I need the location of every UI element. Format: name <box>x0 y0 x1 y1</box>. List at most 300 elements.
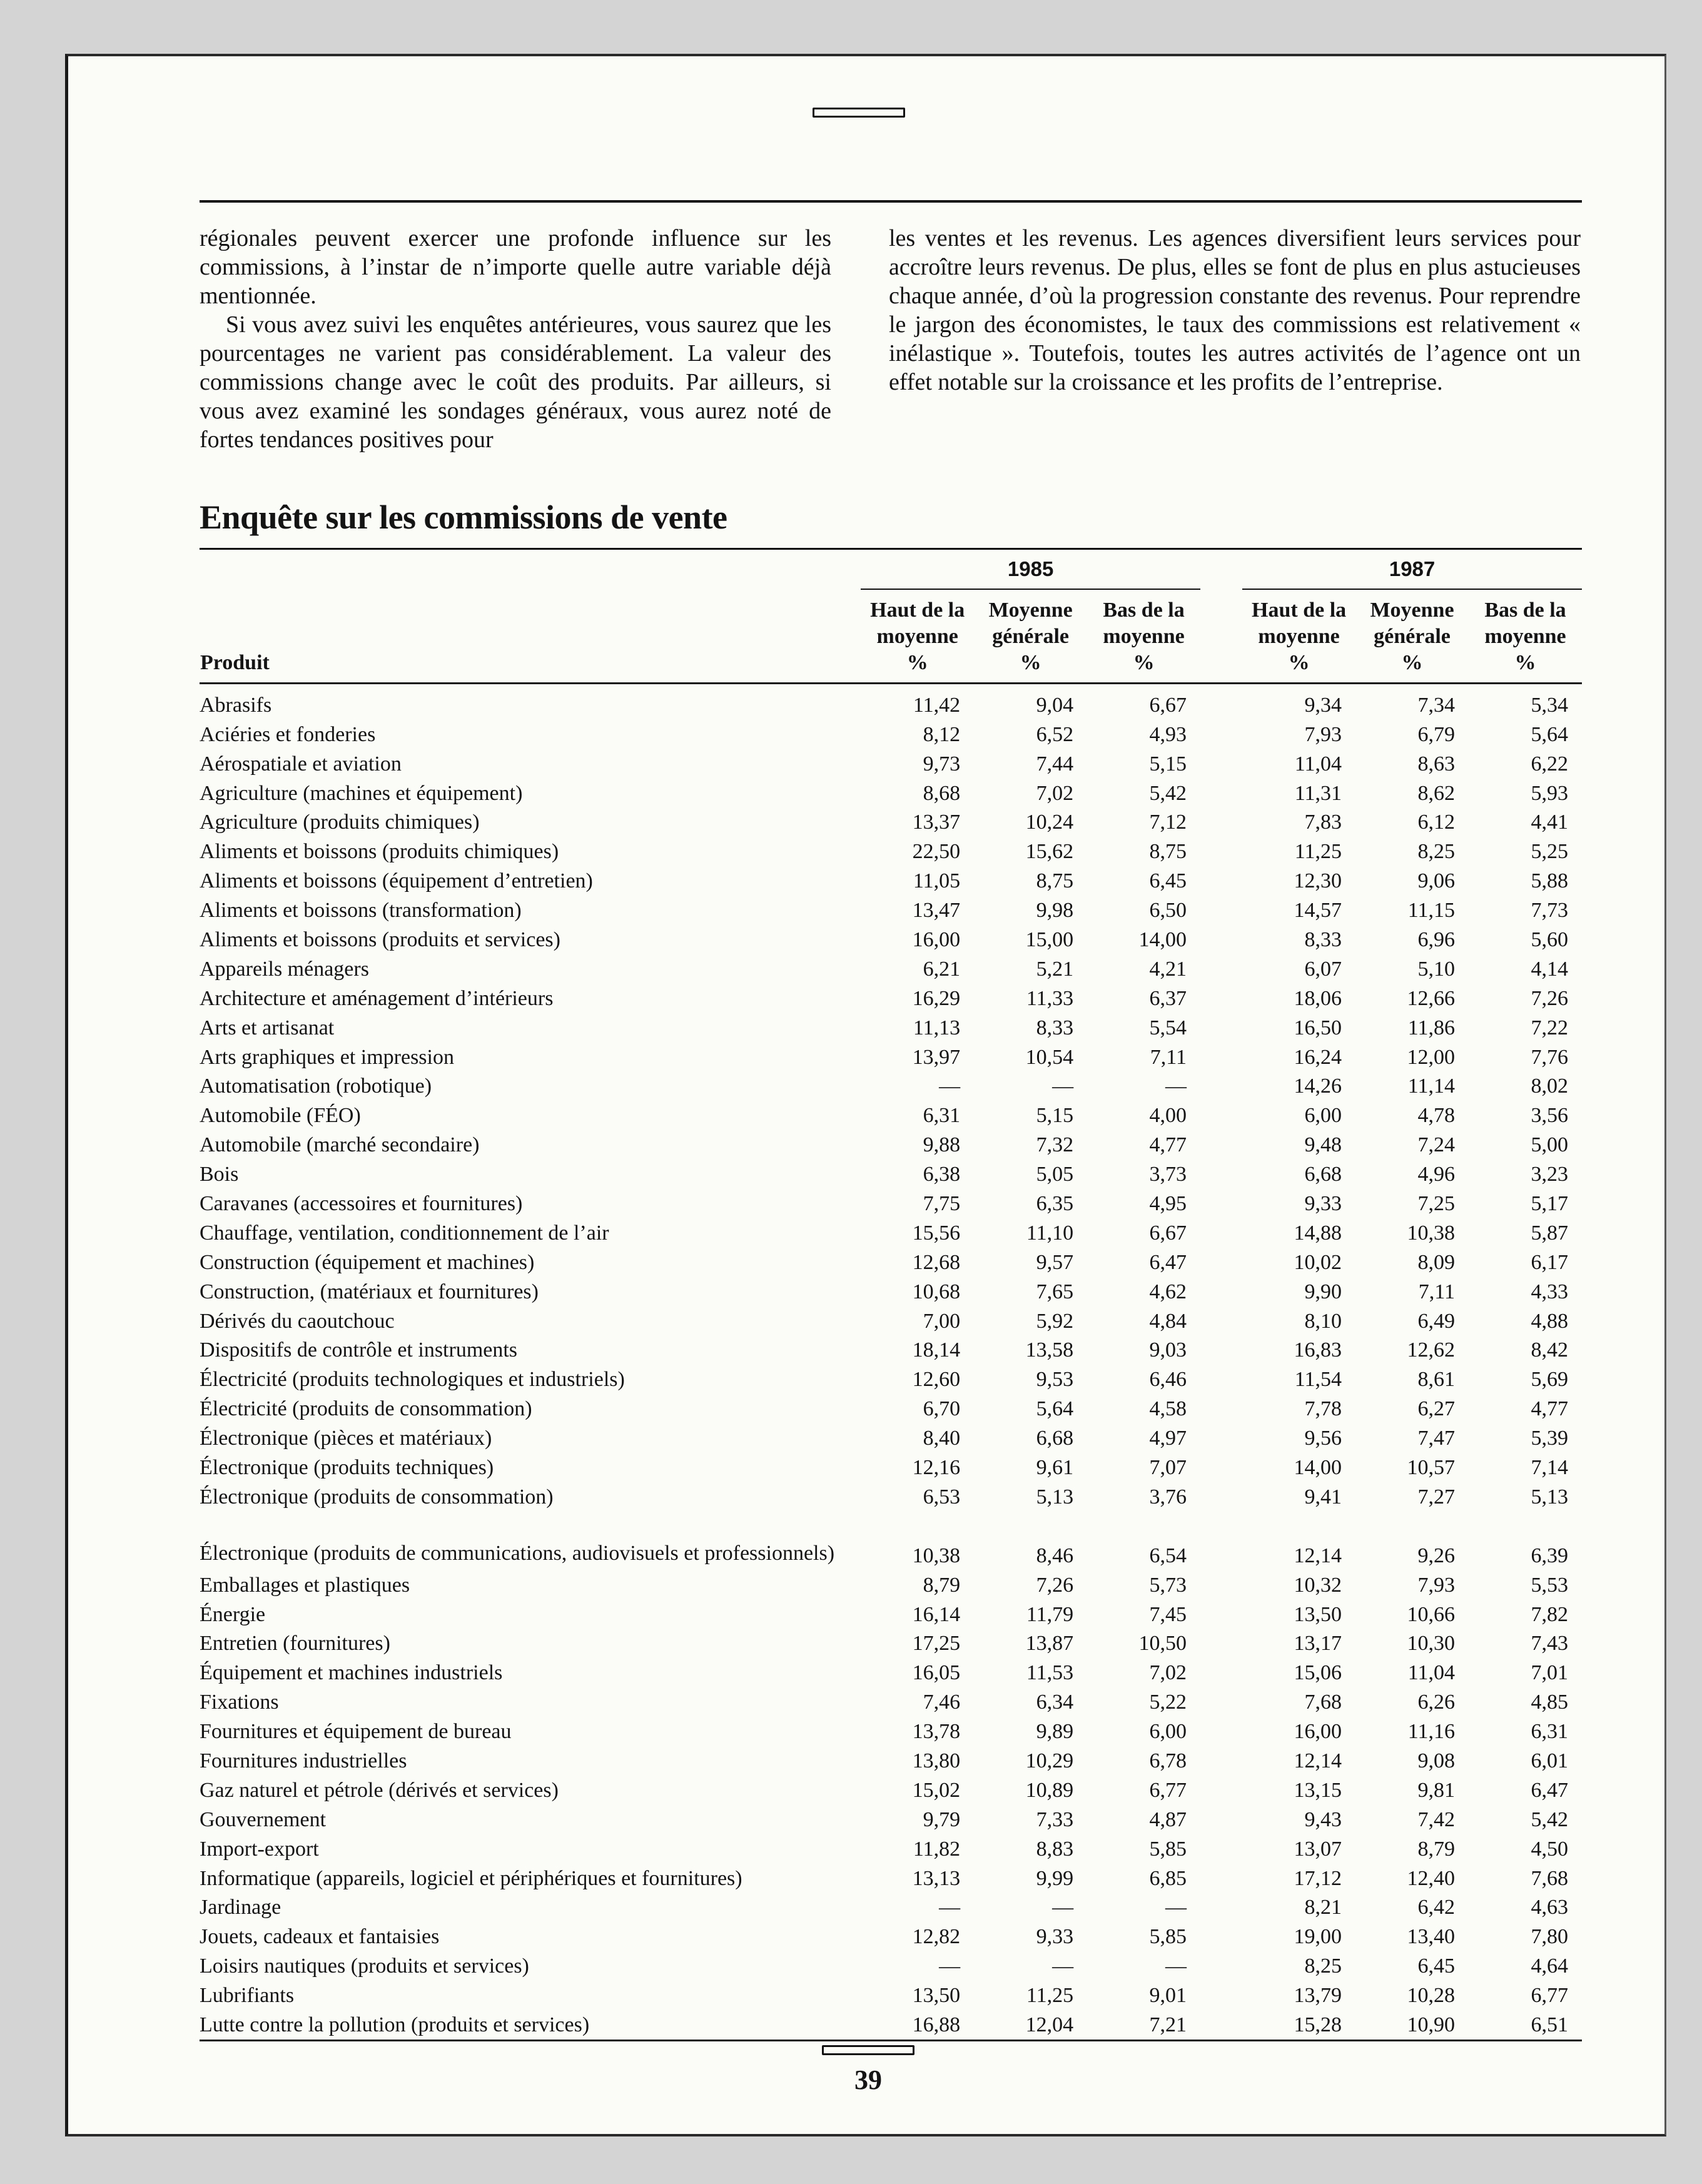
value-cell: 4,84 <box>1149 1309 1187 1333</box>
value-cell: 6,47 <box>1531 1778 1568 1802</box>
value-cell: 10,89 <box>1025 1778 1074 1802</box>
column-header-line: % <box>1020 651 1041 674</box>
value-cell: 4,64 <box>1531 1954 1568 1978</box>
value-cell: 12,62 <box>1407 1338 1455 1362</box>
value-cell: 4,41 <box>1531 811 1568 834</box>
value-cell: 9,48 <box>1304 1133 1342 1157</box>
value-cell: 5,60 <box>1531 928 1568 952</box>
table-row <box>200 1186 1582 1216</box>
value-cell: 4,87 <box>1149 1807 1187 1831</box>
column-header-line: moyenne <box>1103 625 1185 648</box>
value-cell: 5,93 <box>1531 781 1568 805</box>
value-cell: 6,67 <box>1149 693 1187 717</box>
document-page <box>65 54 1666 2136</box>
value-cell: 14,57 <box>1294 899 1342 923</box>
value-cell: 12,40 <box>1407 1866 1455 1890</box>
value-cell: 8,40 <box>923 1427 961 1450</box>
value-cell: 9,33 <box>1304 1192 1342 1216</box>
table-row <box>200 1245 1582 1275</box>
value-cell: 16,24 <box>1294 1045 1342 1069</box>
value-cell: 13,47 <box>912 899 961 923</box>
value-cell: 6,35 <box>1036 1192 1074 1216</box>
product-name: Jardinage <box>200 1896 281 1919</box>
value-cell: 7,93 <box>1304 722 1342 746</box>
value-cell: 17,12 <box>1294 1866 1342 1890</box>
value-cell: 8,75 <box>1036 869 1074 893</box>
value-cell: 7,75 <box>923 1192 961 1216</box>
product-column-header: Produit <box>200 589 861 684</box>
value-cell: — <box>1165 1954 1187 1978</box>
value-cell: 11,10 <box>1026 1221 1074 1245</box>
table-row <box>200 952 1582 981</box>
product-name: Automobile (FÉO) <box>200 1104 361 1128</box>
product-name: Agriculture (machines et équipement) <box>200 781 523 805</box>
value-cell: 9,41 <box>1304 1485 1342 1509</box>
value-cell: 4,95 <box>1149 1192 1187 1216</box>
value-cell: 10,02 <box>1294 1250 1342 1274</box>
value-cell: 7,80 <box>1531 1925 1568 1949</box>
value-cell: 6,38 <box>923 1163 961 1186</box>
value-cell: 7,93 <box>1417 1573 1455 1597</box>
value-cell: 9,43 <box>1304 1807 1342 1831</box>
product-name: Caravanes (accessoires et fournitures) <box>200 1192 523 1216</box>
value-cell: 6,46 <box>1149 1368 1187 1392</box>
value-cell: 15,06 <box>1294 1661 1342 1685</box>
value-cell: 8,79 <box>923 1573 961 1597</box>
value-cell: 13,13 <box>912 1866 961 1890</box>
table-row <box>200 1656 1582 1685</box>
value-cell: 6,00 <box>1149 1720 1187 1744</box>
value-cell: 6,26 <box>1417 1691 1455 1714</box>
column-header-3 <box>1242 589 1355 684</box>
value-cell: 5,73 <box>1149 1573 1187 1597</box>
product-name: Architecture et aménagement d’intérieurs <box>200 986 554 1010</box>
value-cell: 11,25 <box>1294 840 1342 864</box>
table-row <box>200 1128 1582 1157</box>
column-header-5 <box>1469 589 1582 684</box>
value-cell: 3,56 <box>1531 1104 1568 1128</box>
product-name: Agriculture (produits chimiques) <box>200 811 480 834</box>
intro-right-column <box>889 224 1581 397</box>
value-cell: 10,90 <box>1355 2008 1469 2040</box>
table-row <box>200 717 1582 747</box>
value-cell: 8,42 <box>1531 1338 1568 1362</box>
value-cell: 6,68 <box>1304 1163 1342 1186</box>
value-cell: 3,76 <box>1149 1485 1187 1509</box>
value-cell: 5,15 <box>1149 752 1187 776</box>
value-cell: 5,69 <box>1531 1368 1568 1392</box>
product-name: Lutte contre la pollution (produits et services) <box>200 2008 861 2040</box>
product-name: Gouvernement <box>200 1807 327 1831</box>
value-cell: 16,00 <box>912 928 961 952</box>
product-name: Aliments et boissons (produits chimiques) <box>200 840 559 864</box>
value-cell: 10,66 <box>1407 1602 1455 1626</box>
value-cell: 9,61 <box>1036 1456 1074 1480</box>
table-row <box>200 1392 1582 1421</box>
value-cell: 6,78 <box>1149 1749 1187 1772</box>
value-cell: 15,56 <box>912 1221 961 1245</box>
value-cell: — <box>939 1074 961 1098</box>
value-cell: 7,11 <box>1150 1045 1187 1069</box>
value-cell: 13,40 <box>1407 1925 1455 1949</box>
table-row <box>200 806 1582 835</box>
value-cell: 9,90 <box>1304 1280 1342 1303</box>
top-page-marker <box>813 108 905 118</box>
table-row <box>200 1744 1582 1773</box>
table-row <box>200 1040 1582 1069</box>
value-cell: 13,37 <box>912 811 961 834</box>
value-cell: 8,12 <box>923 722 961 746</box>
value-cell: 7,83 <box>1304 811 1342 834</box>
value-cell: 6,47 <box>1149 1250 1187 1274</box>
value-cell: 11,25 <box>1026 1984 1074 2008</box>
value-cell: 9,34 <box>1304 693 1342 717</box>
product-name: Arts et artisanat <box>200 1016 335 1039</box>
value-cell: 12,16 <box>912 1456 961 1480</box>
column-header-line: moyenne <box>1484 625 1566 648</box>
value-cell: — <box>1165 1074 1187 1098</box>
value-cell: 8,62 <box>1417 781 1455 805</box>
value-cell: 12,04 <box>974 2008 1087 2040</box>
bottom-page-marker <box>822 2045 914 2055</box>
product-name: Lubrifiants <box>200 1984 295 2008</box>
product-name: Gaz naturel et pétrole (dérivés et services) <box>200 1778 559 1802</box>
value-cell: 12,68 <box>912 1250 961 1274</box>
value-cell: 4,00 <box>1149 1104 1187 1128</box>
table-row <box>200 1275 1582 1304</box>
value-cell: 11,86 <box>1407 1016 1455 1039</box>
value-cell: 5,92 <box>1036 1309 1074 1333</box>
product-name: Électronique (produits techniques) <box>200 1456 494 1480</box>
intro-right-paragraph-1: les ventes et les revenus. Les agences diversifient leurs services pour accroître leurs revenus. De plus, elles se font de plus en plus astucieuses chaque année, d’où la progression constante des revenus. Pour reprendre le jargon des économistes, le taux des commissions est relativement « inélastique ». Toutefois, toutes les autres activités de l’agence ont un effet notable sur la croissance et les profits de l’entreprise. <box>889 225 1581 395</box>
value-cell: 14,88 <box>1294 1221 1342 1245</box>
value-cell: 6,79 <box>1417 722 1455 746</box>
value-cell: 8,21 <box>1304 1896 1342 1919</box>
value-cell: — <box>1165 1896 1187 1919</box>
value-cell: 6,21 <box>923 957 961 981</box>
table-row <box>200 1216 1582 1245</box>
column-header-line: Bas de la <box>1103 599 1185 622</box>
value-cell: 5,39 <box>1531 1427 1568 1450</box>
product-name: Abrasifs <box>200 693 272 717</box>
value-cell: 5,15 <box>1036 1104 1074 1128</box>
value-cell: 8,75 <box>1149 840 1187 864</box>
table-row <box>200 1450 1582 1480</box>
value-cell: 15,00 <box>1025 928 1074 952</box>
value-cell: 6,77 <box>1531 1984 1568 2008</box>
value-cell: 7,11 <box>1418 1280 1455 1303</box>
product-name: Bois <box>200 1163 239 1186</box>
value-cell: 9,88 <box>923 1133 961 1157</box>
value-cell: 6,53 <box>923 1485 961 1509</box>
value-cell: 4,77 <box>1149 1133 1187 1157</box>
value-cell: 6,70 <box>923 1397 961 1421</box>
table-row <box>200 1069 1582 1099</box>
page-number: 39 <box>854 2065 882 2095</box>
product-name: Dérivés du caoutchouc <box>200 1309 395 1333</box>
column-header-line: % <box>1514 651 1536 674</box>
value-cell: 7,02 <box>1149 1661 1187 1685</box>
table-row <box>200 1861 1582 1891</box>
value-cell: 8,25 <box>1304 1954 1342 1978</box>
value-cell: 16,29 <box>912 986 961 1010</box>
value-cell: 5,87 <box>1531 1221 1568 1245</box>
value-cell: 12,14 <box>1294 1544 1342 1567</box>
value-cell: 10,29 <box>1025 1749 1074 1772</box>
value-cell: 9,53 <box>1036 1368 1074 1392</box>
column-header-4 <box>1355 589 1469 684</box>
table-row <box>200 1421 1582 1450</box>
value-cell: 9,03 <box>1149 1338 1187 1362</box>
value-cell: 13,50 <box>912 1984 961 2008</box>
table-row <box>200 1949 1582 1978</box>
product-name: Aliments et boissons (équipement d’entretien) <box>200 869 593 893</box>
value-cell: 6,07 <box>1304 957 1342 981</box>
table-row <box>200 1597 1582 1627</box>
column-header-line: % <box>1133 651 1155 674</box>
table-row <box>200 893 1582 923</box>
table-row <box>200 923 1582 952</box>
value-cell: — <box>1052 1074 1074 1098</box>
table-row <box>200 1802 1582 1832</box>
value-cell: 4,93 <box>1149 722 1187 746</box>
value-cell: 13,17 <box>1294 1632 1342 1656</box>
value-cell: 16,14 <box>912 1602 961 1626</box>
value-cell: 6,54 <box>1149 1544 1187 1567</box>
value-cell: 12,14 <box>1294 1749 1342 1772</box>
value-cell: 7,82 <box>1531 1602 1568 1626</box>
value-cell: 5,25 <box>1531 840 1568 864</box>
value-cell: 11,79 <box>1026 1602 1074 1626</box>
column-header-line: générale <box>1374 625 1451 648</box>
value-cell: 8,79 <box>1417 1837 1455 1861</box>
product-name: Énergie <box>200 1602 266 1626</box>
value-cell: 12,66 <box>1407 986 1455 1010</box>
value-cell: 11,53 <box>1026 1661 1074 1685</box>
value-cell: 6,45 <box>1149 869 1187 893</box>
value-cell: 4,97 <box>1149 1427 1187 1450</box>
table-row <box>200 1714 1582 1744</box>
value-cell: 7,24 <box>1417 1133 1455 1157</box>
value-cell: 5,85 <box>1149 1837 1187 1861</box>
value-cell: 16,05 <box>912 1661 961 1685</box>
value-cell: 5,13 <box>1531 1485 1568 1509</box>
value-cell: 9,08 <box>1417 1749 1455 1772</box>
value-cell: 11,15 <box>1407 899 1455 923</box>
value-cell: 8,61 <box>1417 1368 1455 1392</box>
value-cell: 8,46 <box>1036 1544 1074 1567</box>
value-cell: 5,10 <box>1417 957 1455 981</box>
value-cell: 4,77 <box>1531 1397 1568 1421</box>
value-cell: 11,42 <box>913 693 961 717</box>
value-cell: 12,00 <box>1407 1045 1455 1069</box>
value-cell: 15,62 <box>1025 840 1074 864</box>
product-name: Électronique (produits de communications, audiovisuels et professionnels) <box>200 1541 835 1565</box>
value-cell: 5,54 <box>1149 1016 1187 1039</box>
value-cell: 15,28 <box>1242 2008 1355 2040</box>
value-cell: 7,12 <box>1149 811 1187 834</box>
value-cell: 6,17 <box>1531 1250 1568 1274</box>
value-cell: 5,42 <box>1531 1807 1568 1831</box>
table-row <box>200 2008 1582 2040</box>
value-cell: 16,00 <box>1294 1720 1342 1744</box>
value-cell: 4,63 <box>1531 1896 1568 1919</box>
table-row <box>200 1098 1582 1128</box>
value-cell: 13,07 <box>1294 1837 1342 1861</box>
value-cell: 5,21 <box>1036 957 1074 981</box>
product-name: Électricité (produits technologiques et industriels) <box>200 1368 625 1392</box>
value-cell: 10,28 <box>1407 1984 1455 2008</box>
value-cell: — <box>1052 1896 1074 1919</box>
value-cell: — <box>939 1896 961 1919</box>
product-name: Construction, (matériaux et fournitures) <box>200 1280 539 1303</box>
year-1987-header: 1987 <box>1242 549 1582 590</box>
product-name: Aérospatiale et aviation <box>200 752 402 776</box>
value-cell: 9,81 <box>1417 1778 1455 1802</box>
value-cell: — <box>1052 1954 1074 1978</box>
value-cell: 6,51 <box>1469 2008 1582 2040</box>
table-row <box>200 1480 1582 1509</box>
value-cell: 13,15 <box>1294 1778 1342 1802</box>
value-cell: 6,50 <box>1149 899 1187 923</box>
value-cell: 16,83 <box>1294 1338 1342 1362</box>
value-cell: 13,58 <box>1025 1338 1074 1362</box>
value-cell: 6,00 <box>1304 1104 1342 1128</box>
table-row <box>200 1773 1582 1802</box>
value-cell: 9,06 <box>1417 869 1455 893</box>
value-cell: 11,33 <box>1026 986 1074 1010</box>
value-cell: 11,14 <box>1407 1074 1455 1098</box>
table-body <box>200 684 1582 2041</box>
product-name: Chauffage, ventilation, conditionnement de l’air <box>200 1221 609 1245</box>
value-cell: 16,88 <box>861 2008 974 2040</box>
intro-left-paragraph-2: Si vous avez suivi les enquêtes antérieures, vous saurez que les pourcentages ne varient pas considérablement. La valeur des commissions change avec le coût des produits. Par ailleurs, si vous avez examiné les sondages généraux, vous aurez noté de fortes tendances positives pour <box>200 311 831 453</box>
value-cell: 4,85 <box>1531 1691 1568 1714</box>
value-cell: 7,07 <box>1149 1456 1187 1480</box>
value-cell: 7,25 <box>1417 1192 1455 1216</box>
value-cell: 4,58 <box>1149 1397 1187 1421</box>
value-cell: 7,21 <box>1087 2008 1200 2040</box>
value-cell: 12,60 <box>912 1368 961 1392</box>
column-header-row <box>200 589 1582 684</box>
column-header-2 <box>1087 589 1200 684</box>
product-name: Dispositifs de contrôle et instruments <box>200 1338 518 1362</box>
value-cell: 7,26 <box>1036 1573 1074 1597</box>
value-cell: 5,13 <box>1036 1485 1074 1509</box>
value-cell: 4,21 <box>1149 957 1187 981</box>
value-cell: 7,45 <box>1149 1602 1187 1626</box>
value-cell: 4,78 <box>1417 1104 1455 1128</box>
value-cell: 6,31 <box>923 1104 961 1128</box>
value-cell: 14,26 <box>1294 1074 1342 1098</box>
product-name: Entretien (fournitures) <box>200 1632 390 1656</box>
table-row <box>200 834 1582 864</box>
value-cell: 15,02 <box>912 1778 961 1802</box>
value-cell: 6,37 <box>1149 986 1187 1010</box>
value-cell: 14,00 <box>1138 928 1187 952</box>
table-row <box>200 1333 1582 1363</box>
value-cell: 9,33 <box>1036 1925 1074 1949</box>
value-cell: 6,01 <box>1531 1749 1568 1772</box>
table-row <box>200 1509 1582 1568</box>
product-name: Aliments et boissons (produits et services) <box>200 928 560 952</box>
value-cell: 10,38 <box>912 1544 961 1567</box>
table-row <box>200 864 1582 893</box>
value-cell: 5,88 <box>1531 869 1568 893</box>
value-cell: 7,33 <box>1036 1807 1074 1831</box>
value-cell: 4,96 <box>1417 1163 1455 1186</box>
value-cell: 5,64 <box>1036 1397 1074 1421</box>
product-name: Automatisation (robotique) <box>200 1074 432 1098</box>
value-cell: 10,50 <box>1138 1632 1187 1656</box>
product-name: Emballages et plastiques <box>200 1573 410 1597</box>
value-cell: 8,63 <box>1417 752 1455 776</box>
column-header-line: moyenne <box>1258 625 1340 648</box>
value-cell: 6,49 <box>1417 1309 1455 1333</box>
value-cell: 6,77 <box>1149 1778 1187 1802</box>
product-name: Électronique (produits de consommation) <box>200 1485 554 1509</box>
value-cell: 18,14 <box>912 1338 961 1362</box>
header-rule <box>200 200 1582 203</box>
value-cell: 7,47 <box>1417 1427 1455 1450</box>
value-cell: 16,50 <box>1294 1016 1342 1039</box>
table-row <box>200 1832 1582 1861</box>
value-cell: 7,68 <box>1531 1866 1568 1890</box>
value-cell: 11,13 <box>913 1016 961 1039</box>
value-cell: 8,83 <box>1036 1837 1074 1861</box>
year-1985-header: 1985 <box>861 549 1200 590</box>
value-cell: 10,24 <box>1025 811 1074 834</box>
value-cell: 9,98 <box>1036 899 1074 923</box>
value-cell: 6,45 <box>1417 1954 1455 1978</box>
table-row <box>200 1304 1582 1333</box>
product-name: Jouets, cadeaux et fantaisies <box>200 1925 440 1949</box>
value-cell: 6,68 <box>1036 1427 1074 1450</box>
value-cell: 7,44 <box>1036 752 1074 776</box>
value-cell: 4,88 <box>1531 1309 1568 1333</box>
product-name: Fixations <box>200 1691 279 1714</box>
intro-left-paragraph-1: régionales peuvent exercer une profonde influence sur les commissions, à l’instar de n’importe quelle autre variable déjà mentionnée. <box>200 225 831 309</box>
value-cell: 7,14 <box>1531 1456 1568 1480</box>
value-cell: 3,23 <box>1531 1163 1568 1186</box>
value-cell: 5,64 <box>1531 722 1568 746</box>
value-cell: 9,73 <box>923 752 961 776</box>
table-row <box>200 1919 1582 1949</box>
table-row <box>200 981 1582 1011</box>
product-name: Construction (équipement et machines) <box>200 1250 535 1274</box>
value-cell: 13,78 <box>912 1720 961 1744</box>
value-cell: 7,00 <box>923 1309 961 1333</box>
value-cell: 7,32 <box>1036 1133 1074 1157</box>
value-cell: 8,68 <box>923 781 961 805</box>
value-cell: 7,34 <box>1417 693 1455 717</box>
value-cell: 5,05 <box>1036 1163 1074 1186</box>
column-header-line: % <box>1401 651 1423 674</box>
column-header-0 <box>861 589 974 684</box>
value-cell: 17,25 <box>912 1632 961 1656</box>
value-cell: 14,00 <box>1294 1456 1342 1480</box>
value-cell: 11,04 <box>1407 1661 1455 1685</box>
value-cell: 10,57 <box>1407 1456 1455 1480</box>
product-name: Électricité (produits de consommation) <box>200 1397 532 1421</box>
value-cell: 6,52 <box>1036 722 1074 746</box>
product-name: Aliments et boissons (transformation) <box>200 899 522 923</box>
product-name: Électronique (pièces et matériaux) <box>200 1427 492 1450</box>
column-header-line: Moyenne <box>988 599 1073 622</box>
value-cell: 7,02 <box>1036 781 1074 805</box>
product-name: Arts graphiques et impression <box>200 1045 454 1069</box>
value-cell: 7,43 <box>1531 1632 1568 1656</box>
